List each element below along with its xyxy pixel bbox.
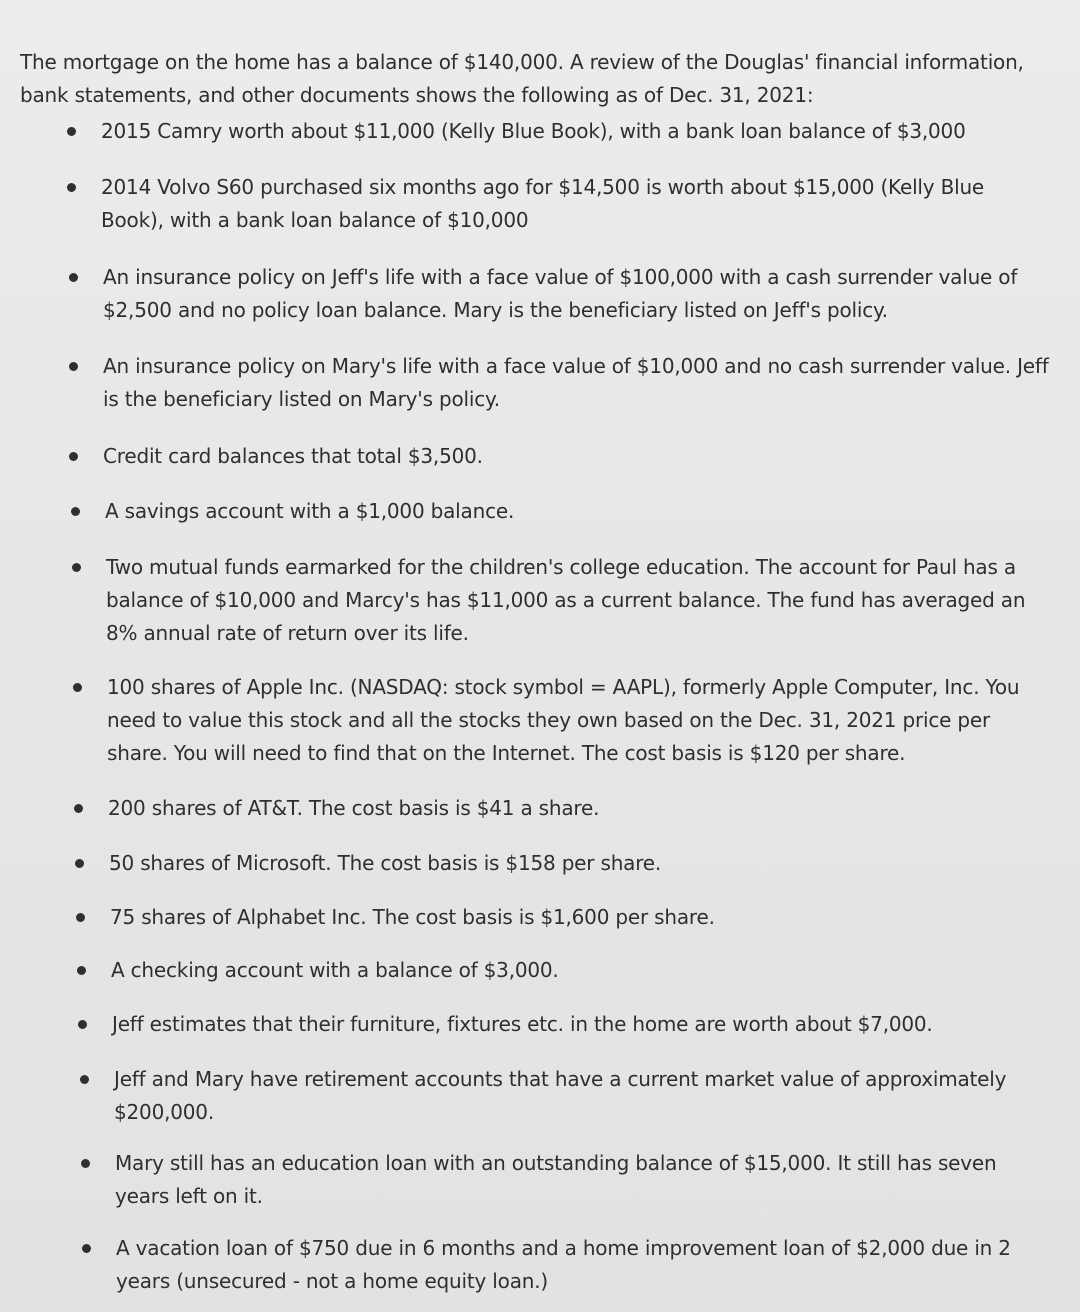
bullet-icon — [69, 273, 78, 282]
list-item-text: An insurance policy on Jeff's life with a face value of $100,000 with a cash surrender value of $2,500 and no policy loan balance. Mary is the beneficiary listed on Jeff's policy. — [103, 265, 1018, 322]
bullet-icon — [71, 507, 80, 516]
list-item — [111, 954, 1041, 987]
list-item-text: 75 shares of Alphabet Inc. The cost basis is $1,600 per share. — [110, 905, 715, 929]
bullet-icon — [76, 913, 85, 922]
bullet-icon — [78, 1020, 87, 1029]
list-item-text: An insurance policy on Mary's life with a face value of $10,000 and no cash surrender value. Jeff is the beneficiary listed on Mary's policy. — [103, 354, 1049, 411]
bullet-icon — [69, 362, 78, 371]
bullet-icon — [75, 859, 84, 868]
bullet-icon — [74, 804, 83, 813]
list-item-text: 50 shares of Microsoft. The cost basis is $158 per share. — [109, 851, 662, 875]
list-item — [116, 1232, 1056, 1298]
list-item-text: A checking account with a balance of $3,000. — [111, 958, 559, 982]
list-item-text: Credit card balances that total $3,500. — [103, 444, 483, 468]
list-item — [106, 551, 1046, 650]
list-item-text: A vacation loan of $750 due in 6 months and a home improvement loan of $2,000 due in 2 years (unsecured - not a home equity loan.) — [116, 1236, 1011, 1293]
list-item — [105, 495, 1035, 528]
list-item-text: Mary still has an education loan with an outstanding balance of $15,000. It still has seven years left on it. — [115, 1151, 997, 1208]
bullet-icon — [73, 683, 82, 692]
list-item — [115, 1147, 1045, 1213]
list-item-text: 2015 Camry worth about $11,000 (Kelly Blue Book), with a bank loan balance of $3,000 — [101, 119, 966, 143]
bullet-icon — [82, 1244, 91, 1253]
list-item — [103, 350, 1053, 416]
list-item — [103, 261, 1028, 327]
list-item-text: Jeff and Mary have retirement accounts that have a current market value of approximately $200,000. — [114, 1067, 1007, 1124]
list-item — [108, 792, 1038, 825]
list-item-text: Jeff estimates that their furniture, fixtures etc. in the home are worth about $7,000. — [112, 1012, 933, 1036]
bullet-icon — [80, 1075, 89, 1084]
bullet-icon — [81, 1159, 90, 1168]
list-item-text: Two mutual funds earmarked for the children's college education. The account for Paul has a balance of $10,000 and Marcy's has $11,000 as a current balance. The fund has averaged an 8% annual rate of return over its life. — [106, 555, 1026, 645]
bullet-icon — [72, 563, 81, 572]
list-item — [101, 115, 1031, 148]
list-item — [101, 171, 1041, 237]
bullet-icon — [77, 966, 86, 975]
list-item — [107, 671, 1042, 770]
list-item-text: 200 shares of AT&T. The cost basis is $41 a share. — [108, 796, 600, 820]
list-item — [112, 1008, 1042, 1041]
bullet-icon — [67, 127, 76, 136]
list-item-text: A savings account with a $1,000 balance. — [105, 499, 515, 523]
intro-paragraph: The mortgage on the home has a balance of $140,000. A review of the Douglas' financial information, bank statements, and other documents shows the following as of Dec. 31, 2021: — [20, 50, 1024, 107]
list-item-text: 2014 Volvo S60 purchased six months ago for $14,500 is worth about $15,000 (Kelly Blue Book), with a bank loan balance of $10,000 — [101, 175, 985, 232]
list-item — [103, 440, 1033, 473]
list-item-text: 100 shares of Apple Inc. (NASDAQ: stock symbol = AAPL), formerly Apple Computer, Inc. You need to value this stock and all the stocks they own based on the Dec. 31, 2021 price per share. You will need to find that on the Internet. The cost basis is $120 per share. — [107, 675, 1020, 765]
bullet-icon — [69, 452, 78, 461]
bullet-icon — [67, 183, 76, 192]
list-item — [110, 901, 1040, 934]
list-item — [114, 1063, 1014, 1129]
list-item — [109, 847, 1039, 880]
